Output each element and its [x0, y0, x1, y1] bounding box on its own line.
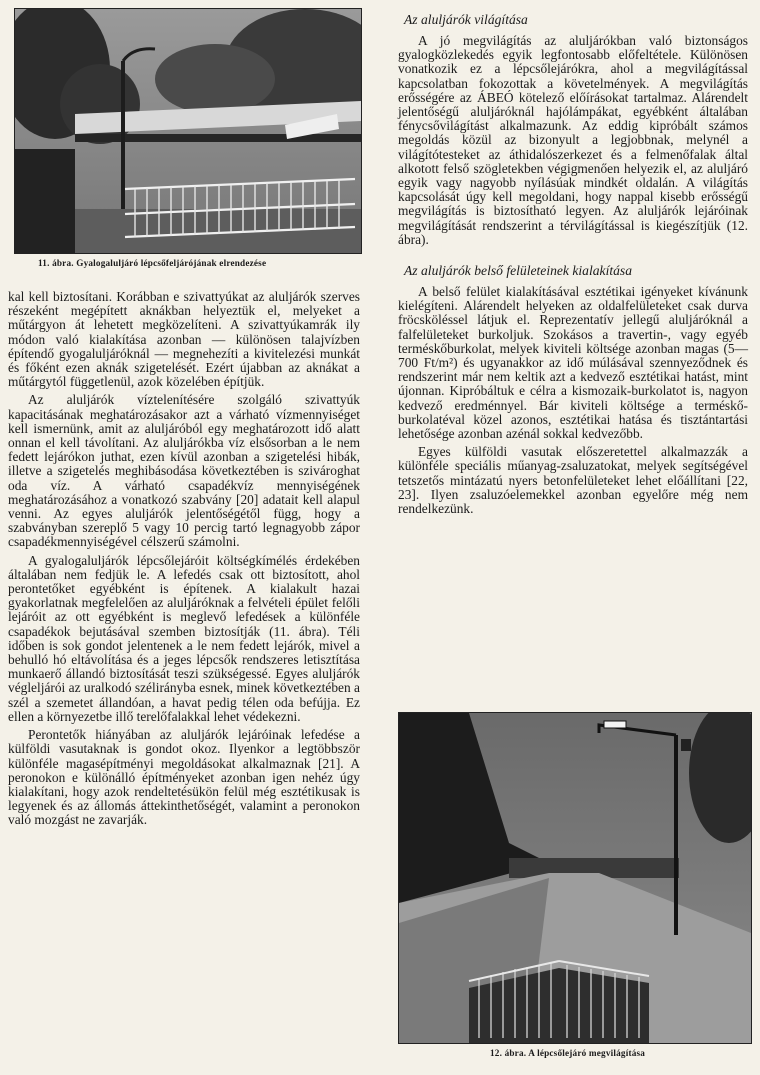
left-column — [8, 290, 360, 832]
figure-11-caption: 11. ábra. Gyalogaluljáró lépcsőfeljárójának elrendezése — [38, 258, 267, 268]
right-paragraph-1: A jó megvilágítás az aluljárókban való biztonságos gyalogközlekedés egyik legfontosabb előfeltétele. Különösen vonatkozik ez a lépcsőlejárókra, ahol a megvilágítással kapcsolatban fokozottak a követelmények. A megvilágítás erősségére az ÁBEÓ kötelező előírásokat tartalmaz. Alárendelt jelentőségű aluljáróknál hajólámpákat, egyébként általában fénycsővilágítást alkalmazunk. Az eddig kipróbált számos megoldás közül az bizonyult a legjobbnak, melynél a világítótesteket az áthidalószerkezet és a felmenőfalak által alkotott felső szögletekben végigmenően helyezik el, az aluljáró egyik vagy nagyobb nyílásúak mindkét oldalán. A világítás kapcsolását úgy kell megoldani, hogy nappal kisebb erősségű megvilágítás is biztosítható legyen. Az aluljárók lejáróinak megvilágítását rendszerint a térvilágítással is kiegészítjük (12. ábra). — [398, 33, 748, 247]
figure-12-photo — [398, 712, 752, 1044]
right-paragraph-3: Egyes külföldi vasutak előszeretettel alkalmazzák a különféle speciális műanyag-zsaluzatokat, melyek segítségével tetszetős mintázatú nyers betonfelületeket lehet előállítani [22, 23]. Ilyen zsaluzóelemekkel azonban egyelőre még nem rendelkezünk. — [398, 444, 748, 517]
left-paragraph-2: Az aluljárók víztelenítésére szolgáló szivattyúk kapacitásának meghatározásakor azt a várható vízmennyiséget kell ismernünk, amit az aluljáróból egy meghatározott idő alatt onnan el kell távolítani. Az aluljárókba víz elsősorban a le nem fedett lejárókon juthat, ezen kívül azonban a szigetelési hibák, illetve a szigetelés meghibásodása következtében is szivároghat oda víz. A várható csapadékvíz mennyiségének meghatározásához a vonatkozó szabvány [20] adatait kell alapul venni. Az egyes aluljárók jelentőségétől függ, hogy a szabványban szereplő 5 vagy 10 percig tartó legnagyobb zápor csapadékmennyiségével célszerű számolni. — [8, 392, 360, 550]
left-paragraph-1: kal kell biztosítani. Korábban e szivattyúkat az aluljárók szerves részeként megépített aknákban helyeztük el, melyeket a műtárgyon át lehetett megközelíteni. A szivattyúkamrák ily módon való kialakítása azonban — különösen talajvízben építendő gyogaluljáróknál — megnehezíti a kivitelezési munkát és főként ezen aknák szigetelését. Ezért újabban az aknákat a műtárgytól függetlenül, azok közelében építjük. — [8, 289, 360, 390]
right-column — [398, 12, 748, 520]
section-heading-lighting: Az aluljárók világítása — [404, 12, 528, 27]
left-paragraph-3: A gyalogaluljárók lépcsőlejáróit költségkímélés érdekében általában nem fedjük le. A lefedés csak ott biztosított, ahol perontetőket egyébként is építenek. A kialakult hazai gyakorlatnak megfelelően az aluljáróknak a felvételi épület felőli lejáróit az ott egyébként is meglevő lefedések a különféle csapadékok bejutásával szemben biztosítják (11. ábra). Téli időben is sok gondot jelentenek a le nem fedett lejárók, mivel a behulló hó eltávolítása és a jeges lépcsők rendszeres letisztítása munkaerő állandó biztosítását teszi szükségessé. Egyes aluljárók végleljárói az uralkodó szélirányba esnek, minek következtében a szél a szemetet állandóan, a havat pedig télen oda befújja. Ez ellen a környezetbe illő terelőfalakkal lehet védekezni. — [8, 552, 360, 724]
left-paragraph-4: Perontetők hiányában az aluljárók lejáróinak lefedése a külföldi vasutaknak is gondot okoz. Ilyenkor a legtöbbször különféle magasépítményi megoldásokat alkalmaznak [21]. A peronokon e különálló építményeket azonban igen nehéz úgy kialakítani, hogy azok rendeltetésükön felül még esztétikusak is legyenek és az állomás áttekinthetőségét, valamint a peronokon való mozgást ne zavarják. — [8, 727, 360, 828]
figure-12-caption: 12. ábra. A lépcsőlejáró megvilágítása — [490, 1048, 646, 1058]
figure-11-photo — [14, 8, 362, 254]
right-paragraph-2: A belső felület kialakításával esztétikai igényeket kívánunk kielégíteni. Alárendelt helyeken az oldalfelületeket csak durva fröcsköléssel látjuk el. Reprezentatív jellegű aluljáróknál a falfelületeket burkoljuk. Szokásos a travertin-, vagy egyéb terméskőburkolat, melyek kiviteli költsége azonban magas (5—700 Ft/m²) és ugyanakkor az idő múlásával szennyeződnek és rendszerint már nem keltik azt a kedvező esztétikai hatást, mint újonnan. Kipróbáltuk e célra a kismozaik-burkolatot is, nagyon kedvező eredménnyel. Bár kiviteli költsége a terméskő-burkolatéval közel azonos, esztétikai hatása és tisztántartási lehetősége azonban azénál sokkal kedvezőbb. — [398, 284, 748, 442]
section-heading-surfaces: Az aluljárók belső felületeinek kialakítása — [404, 263, 633, 279]
